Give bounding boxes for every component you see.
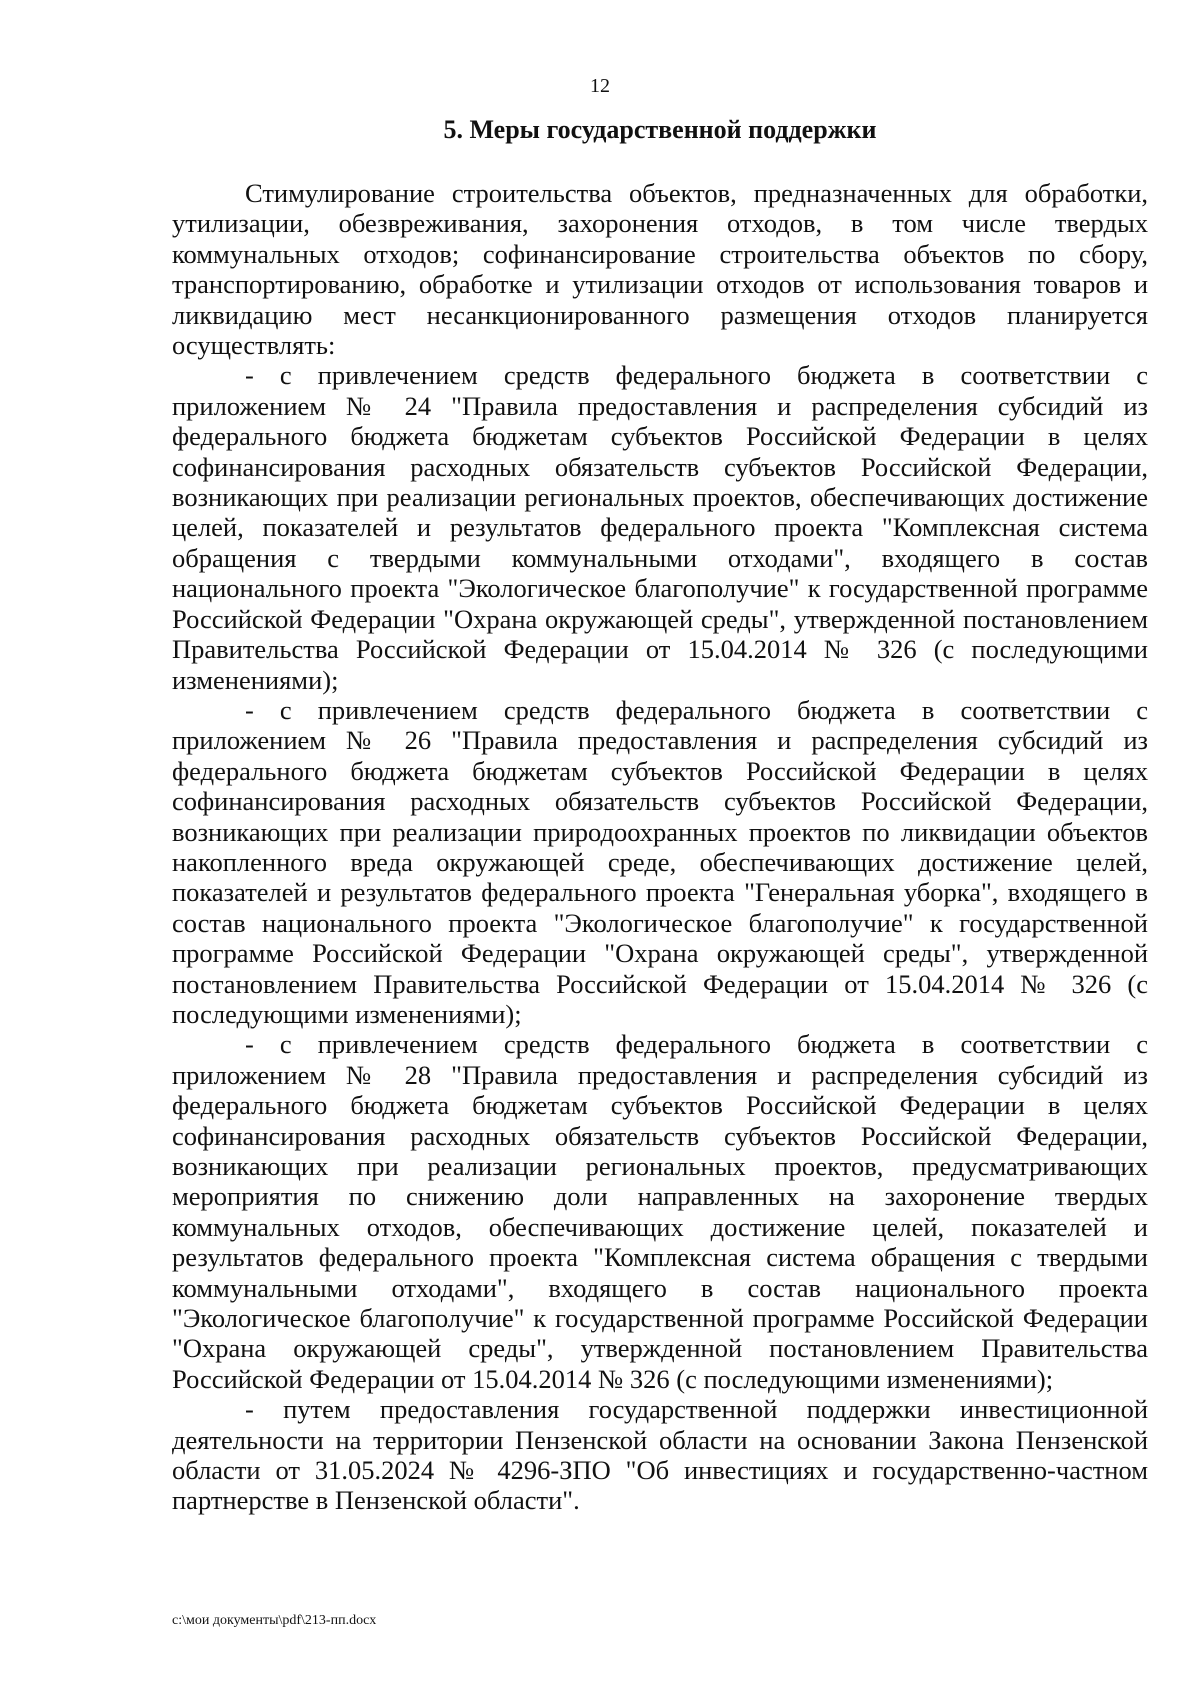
paragraph-appendix-24: - с привлечением средств федерального бюджета в соответствии с приложением № 24 "Правила предоставления и распределения субсидий из федерального бюджета бюджетам субъектов Российской Федерации в целях софинансирования расходных обязательств субъектов Российской Федерации, возникающих при реализации региональных проектов, обеспечивающих достижение целей, показателей и результатов федерального проекта "Комплексная система обращения с твердыми коммунальными отходами", входящего в состав национального проекта "Экологическое благополучие" к государственной программе Российской Федерации "Охрана окружающей среды", утвержденной постановлением Правительства Российской Федерации от 15.04.2014 № 326 (с последующими изменениями);	[172, 360, 1148, 695]
paragraph-investment-support: - путем предоставления государственной поддержки инвестиционной деятельности на территории Пензенской области на основании Закона Пензенской области от 31.05.2024 № 4296-ЗПО "Об инвестициях и государственно-частном партнерстве в Пензенской области".	[172, 1394, 1148, 1516]
section-title: 5. Меры государственной поддержки	[443, 115, 877, 144]
page-number: 12	[590, 75, 610, 97]
document-body	[172, 178, 1148, 1516]
paragraph-appendix-26: - с привлечением средств федерального бюджета в соответствии с приложением № 26 "Правила предоставления и распределения субсидий из федерального бюджета бюджетам субъектов Российской Федерации в целях софинансирования расходных обязательств субъектов Российской Федерации, возникающих при реализации природоохранных проектов по ликвидации объектов накопленного вреда окружающей среде, обеспечивающих достижение целей, показателей и результатов федерального проекта "Генеральная уборка", входящего в состав национального проекта "Экологическое благополучие" к государственной программе Российской Федерации "Охрана окружающей среды", утвержденной постановлением Правительства Российской Федерации от 15.04.2014 № 326 (с последующими изменениями);	[172, 694, 1148, 1029]
paragraph-intro: Стимулирование строительства объектов, предназначенных для обработки, утилизации, обезвреживания, захоронения отходов, в том числе твердых коммунальных отходов; софинансирование строительства объектов по сбору, транспортированию, обработке и утилизации отходов от использования товаров и ликвидацию мест несанкционированного размещения отходов планируется осуществлять:	[172, 178, 1148, 361]
paragraph-appendix-28: - с привлечением средств федерального бюджета в соответствии с приложением № 28 "Правила предоставления и распределения субсидий из федерального бюджета бюджетам субъектов Российской Федерации в целях софинансирования расходных обязательств субъектов Российской Федерации, возникающих при реализации региональных проектов, предусматривающих мероприятия по снижению доли направленных на захоронение твердых коммунальных отходов, обеспечивающих достижение целей, показателей и результатов федерального проекта "Комплексная система обращения с твердыми коммунальными отходами", входящего в состав национального проекта "Экологическое благополучие" к государственной программе Российской Федерации "Охрана окружающей среды", утвержденной постановлением Правительства Российской Федерации от 15.04.2014 № 326 (с последующими изменениями);	[172, 1029, 1148, 1394]
footer-file-path: c:\мои документы\pdf\213-пп.docx	[172, 1613, 377, 1628]
